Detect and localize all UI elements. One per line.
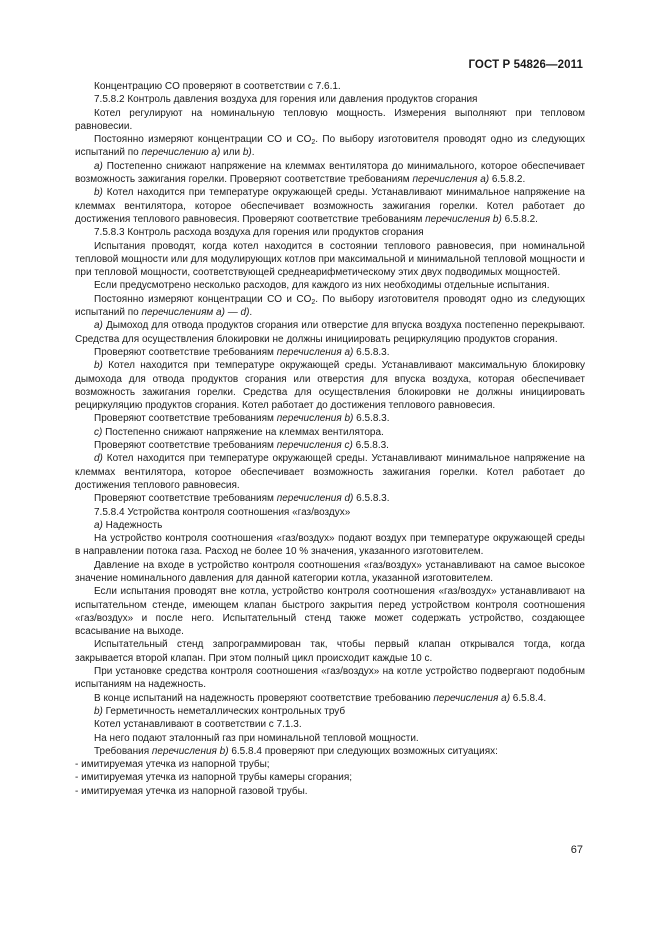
paragraph: В конце испытаний на надежность проверяют соответствие требованию перечисления а) 6.5.8.4.: [94, 692, 547, 704]
paragraph: Постоянно измеряют концентрации CO и $CO_2$. По выбору изготовителя проводят одно из следующих испытаний по перечислению а) или b).: [75, 134, 586, 159]
paragraph: При установке средства контроля соотношения «газ/воздух» на котле устройство подвергают подобным испытаниям на надежность.: [75, 666, 585, 691]
page-body: [75, 80, 585, 798]
paragraph: а) Надежность: [94, 519, 163, 531]
document-header: [468, 59, 583, 71]
paragraph: 7.5.8.3 Контроль расхода воздуха для горения или продуктов сгорания: [94, 227, 424, 239]
list-item: - имитируемая утечка из напорной газовой трубы.: [75, 785, 308, 797]
paragraph: а) Постепенно снижают напряжение на клеммах вентилятора до минимального, которое обеспечивает возможность зажигания горелки. Проверяют соответствие требованиям перечисления а) 6.5.8.2.: [75, 160, 585, 186]
paragraph: 7.5.8.2 Контроль давления воздуха для горения или давления продуктов сгорания: [94, 94, 478, 106]
paragraph: Проверяют соответствие требованиям перечисления b) 6.5.8.3.: [94, 413, 390, 425]
paragraph: Проверяют соответствие требованиям перечисления d) 6.5.8.3.: [94, 493, 390, 505]
paragraph: а) Дымоход для отвода продуктов сгорания или отверстие для впуска воздуха постепенно перекрывают. Средства для осуществления блокировки не должны инициировать рециркуляцию продуктов сгорания.: [75, 320, 585, 345]
paragraph: На него подают эталонный газ при номинальной тепловой мощности.: [94, 732, 419, 744]
list-item: - имитируемая утечка из напорной трубы;: [75, 759, 270, 771]
paragraph: Котел регулируют на номинальную тепловую мощность. Измерения выполняют при тепловом равновесии.: [75, 107, 585, 132]
document-id: ГОСТ Р 54826—2011: [468, 59, 583, 71]
paragraph: b) Котел находится при температуре окружающей среды. Устанавливают минимальное напряжение на клеммах вентилятора, которое обеспечивает возможность зажигания горелки. Котел работает до достижения теплового равновесия. Проверяют соответствие требованиям перечисления b) 6.5.8.2.: [75, 187, 585, 225]
paragraph: Проверяют соответствие требованиям перечисления c) 6.5.8.3.: [94, 440, 389, 452]
paragraph: Испытательный стенд запрограммирован так, чтобы первый клапан открывался тогда, когда закрывается второй клапан. При этом полный цикл происходит каждые 10 с.: [75, 639, 585, 664]
paragraph: c) Постепенно снижают напряжение на клеммах вентилятора.: [94, 426, 384, 438]
paragraph: b) Герметичность неметаллических контрольных труб: [94, 705, 346, 717]
paragraph: Давление на входе в устройство контроля соотношения «газ/воздух» устанавливают на самое высокое значение номинального давления для данной категории котла, указанной изготовителем.: [75, 559, 585, 584]
paragraph: Если испытания проводят вне котла, устройство контроля соотношения «газ/воздух» устанавливают на испытательном стенде, имеющем клапан быстрого закрытия перед устройством контроля соотношения «газ/воздух» и после него. Испытательный стенд также может содержать устройство, создающее всасывание на выходе.: [75, 586, 585, 638]
paragraph: Требования перечисления b) 6.5.8.4 проверяют при следующих возможных ситуациях:: [94, 745, 498, 757]
paragraph: Испытания проводят, когда котел находится в состоянии теплового равновесия, при номинальной тепловой мощности или для модулирующих котлов при максимальной и минимальной тепловой мощности и при тепловой мощности, соответствующей среднеарифметическому этих двух подводимых мощностей.: [75, 240, 585, 279]
paragraph: На устройство контроля соотношения «газ/воздух» подают воздух при температуре окружающей среды в направлении потока газа. Расход не более 10 % значения, указанного изготовителем.: [75, 533, 585, 558]
paragraph: Постоянно измеряют концентрации CO и $CO_2$. По выбору изготовителя проводят одно из следующих испытаний по перечислениям а) — d).: [75, 293, 586, 319]
paragraph: Если предусмотрено несколько расходов, для каждого из них необходимы отдельные испытания.: [94, 280, 550, 292]
paragraph: Концентрацию CO проверяют в соответствии с 7.6.1.: [94, 81, 341, 92]
paragraph: d) Котел находится при температуре окружающей среды. Устанавливают минимальное напряжение на клеммах вентилятора, которое обеспечивает возможность зажигания горелки. Котел работает до достижения теплового равновесия.: [75, 453, 585, 491]
paragraph: b) Котел находится при температуре окружающей среды. Устанавливают максимальную блокировку дымохода для отвода продуктов сгорания или отверстия для впуска воздуха, которая обеспечивает возможность зажигания горелки. Средства для осуществления блокировки не должны инициировать рециркуляцию продуктов сгорания. Котел работает до достижения теплового равновесия.: [75, 360, 585, 412]
paragraph: 7.5.8.4 Устройства контроля соотношения «газ/воздух»: [94, 506, 351, 518]
page-number: 67: [570, 844, 583, 856]
paragraph: Проверяют соответствие требованиям перечисления а) 6.5.8.3.: [94, 346, 390, 358]
list-item: - имитируемая утечка из напорной трубы камеры сгорания;: [75, 772, 353, 784]
paragraph: Котел устанавливают в соответствии с 7.1.3.: [94, 719, 302, 731]
